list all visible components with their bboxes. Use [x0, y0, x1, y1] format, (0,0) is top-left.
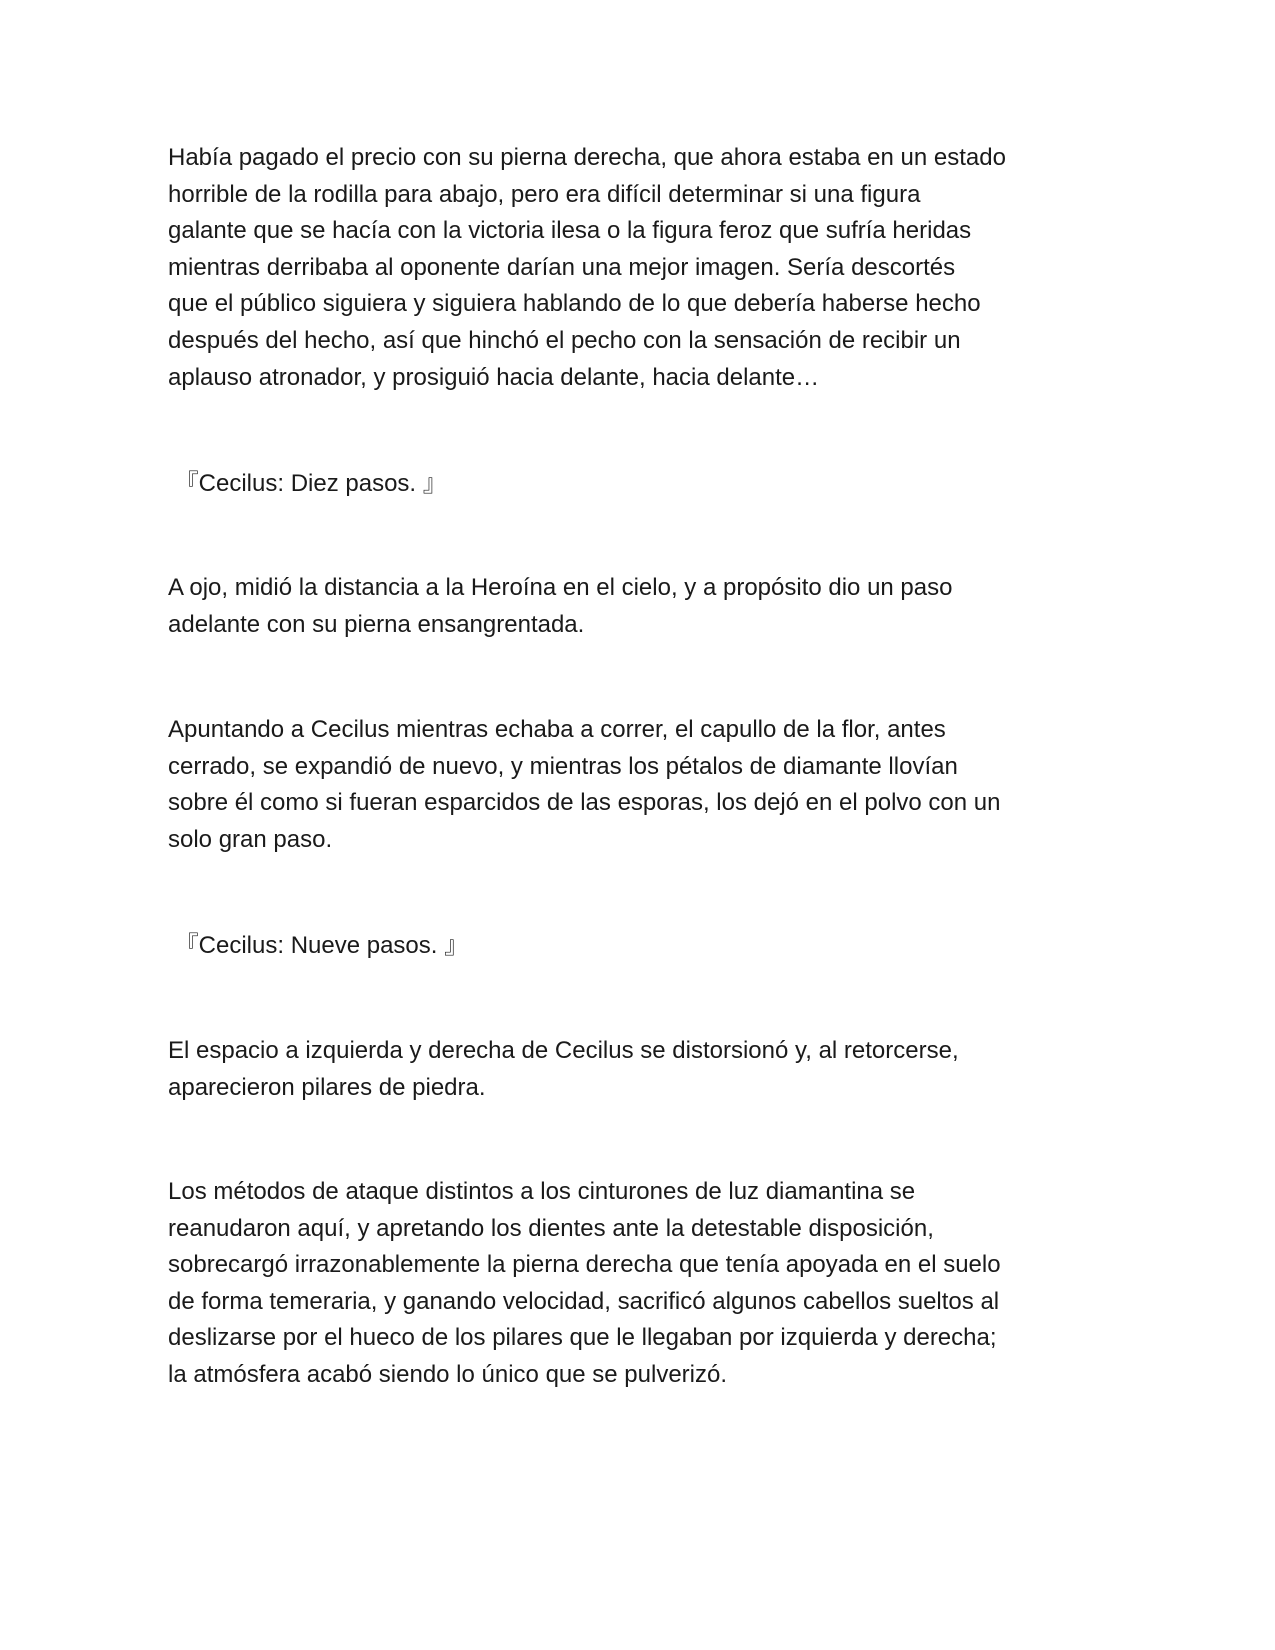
paragraph-line: Apuntando a Cecilus mientras echaba a correr, el capullo de la flor, antes [168, 716, 946, 743]
paragraph-line: adelante con su pierna ensangrentada. [168, 610, 585, 638]
paragraph-3 [168, 712, 1068, 858]
paragraph-line: horrible de la rodilla para abajo, pero era difícil determinar si una figura [168, 180, 921, 208]
paragraph-line: después del hecho, así que hinchó el pecho con la sensación de recibir un [168, 326, 961, 354]
paragraph-line: galante que se hacía con la victoria ilesa o la figura feroz que sufría heridas [168, 217, 972, 245]
paragraph-1 [168, 140, 1068, 396]
paragraph-line: mientras derribaba al oponente darían una mejor imagen. Sería descortés [168, 253, 956, 281]
paragraph-line: de forma temeraria, y ganando velocidad, sacrificó algunos cabellos sueltos al [168, 1287, 1000, 1315]
dialogue-line-2: 『Cecilus: Nueve pasos. 』 [168, 932, 469, 959]
paragraph-line: solo gran paso. [168, 825, 333, 853]
paragraph-line: sobre él como si fueran esparcidos de las esporas, los dejó en el polvo con un [168, 789, 1001, 817]
paragraph-5 [168, 1174, 1068, 1394]
paragraph-line: aplauso atronador, y prosiguió hacia delante, hacia delante… [168, 363, 820, 391]
paragraph-line: deslizarse por el hueco de los pilares que le llegaban por izquierda y derecha; [168, 1324, 997, 1352]
paragraph-line: que el público siguiera y siguiera hablando de lo que debería haberse hecho [168, 290, 981, 318]
paragraph-line: sobrecargó irrazonablemente la pierna derecha que tenía apoyada en el suelo [168, 1251, 1001, 1279]
paragraph-line: A ojo, midió la distancia a la Heroína en el cielo, y a propósito dio un paso [168, 574, 953, 601]
paragraph-line: cerrado, se expandió de nuevo, y mientras los pétalos de diamante llovían [168, 752, 958, 780]
paragraph-line: Había pagado el precio con su pierna derecha, que ahora estaba en un estado [168, 144, 1006, 171]
dialogue-line-1: 『Cecilus: Diez pasos. 』 [168, 470, 447, 497]
paragraph-line: Los métodos de ataque distintos a los cinturones de luz diamantina se [168, 1178, 916, 1205]
paragraph-2 [168, 570, 1068, 643]
paragraph-line: reanudaron aquí, y apretando los dientes ante la detestable disposición, [168, 1214, 934, 1242]
paragraph-line: aparecieron pilares de piedra. [168, 1073, 486, 1101]
paragraph-4 [168, 1033, 1068, 1106]
paragraph-line: la atmósfera acabó siendo lo único que se pulverizó. [168, 1360, 728, 1388]
paragraph-line: El espacio a izquierda y derecha de Cecilus se distorsionó y, al retorcerse, [168, 1037, 959, 1064]
